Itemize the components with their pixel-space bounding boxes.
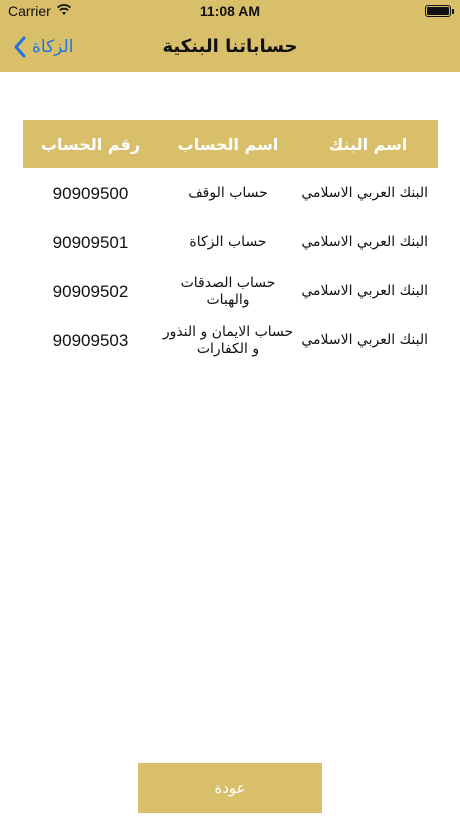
cell-bank-name: البنك العربي الاسلامي bbox=[301, 234, 428, 250]
cell-account-number: 90909500 bbox=[52, 184, 129, 203]
header-account-name: اسم الحساب bbox=[177, 134, 279, 154]
cell-account-number: 90909502 bbox=[52, 282, 129, 301]
top-bar bbox=[0, 0, 460, 72]
table-row bbox=[23, 169, 438, 218]
return-button[interactable]: عودة bbox=[138, 763, 322, 813]
header-account-number: رقم الحساب bbox=[40, 134, 141, 154]
cell-account-name: حساب الايمان و النذور و الكفارات bbox=[162, 323, 294, 357]
bank-accounts-table bbox=[23, 120, 438, 365]
page-title: حساباتنا البنكية bbox=[162, 36, 298, 57]
cell-account-name: حساب الوقف bbox=[188, 185, 268, 201]
cell-bank-name: البنك العربي الاسلامي bbox=[301, 283, 428, 299]
back-button-label: الزكاة bbox=[32, 37, 74, 57]
status-bar bbox=[0, 0, 460, 22]
cell-bank-name: البنك العربي الاسلامي bbox=[301, 185, 428, 201]
cell-bank-name: البنك العربي الاسلامي bbox=[301, 332, 428, 348]
table-row bbox=[23, 316, 438, 365]
clock: 11:08 AM bbox=[199, 3, 261, 19]
cell-account-name: حساب الزكاة bbox=[189, 234, 267, 250]
cell-account-number: 90909503 bbox=[52, 331, 129, 350]
carrier-label: Carrier bbox=[8, 3, 51, 19]
table-body bbox=[23, 168, 438, 365]
table-row bbox=[23, 267, 438, 316]
battery-icon bbox=[425, 5, 451, 17]
navigation-bar bbox=[0, 22, 460, 72]
cell-account-name: حساب الصدقات والهبات bbox=[180, 274, 276, 308]
table-row bbox=[23, 218, 438, 267]
header-bank-name: اسم البنك bbox=[328, 134, 408, 154]
cell-account-number: 90909501 bbox=[52, 233, 129, 252]
table-header bbox=[23, 120, 438, 168]
